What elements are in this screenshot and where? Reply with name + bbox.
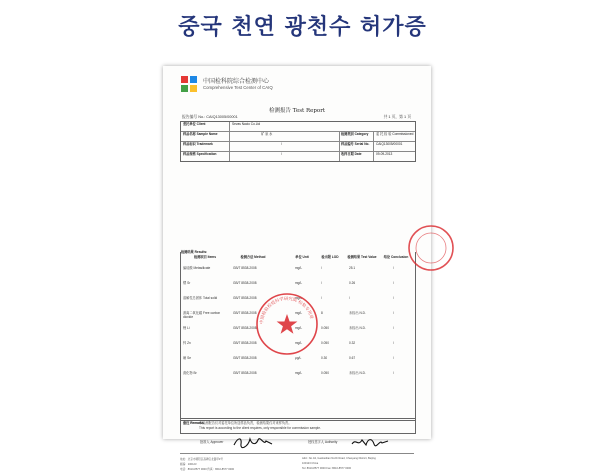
result-cell-conclusion: /	[393, 281, 394, 285]
footer-zip-cn: 邮编：100123	[180, 463, 197, 466]
result-cell-unit: mg/L	[295, 266, 303, 270]
org-name-cn: 中国检科院综合检测中心	[203, 78, 270, 85]
trademark-label: 样品标识 Trademark	[183, 142, 213, 146]
partial-stamp-edge	[407, 224, 455, 272]
results-header-method: 检测方法 Method	[240, 255, 266, 259]
result-cell-lod: 0.050	[321, 371, 329, 375]
page-title: 중국 천연 광천수 허가증	[178, 15, 427, 40]
date-value: 09-09-2013	[376, 152, 393, 156]
result-cell-name: 游离二氧化碳 Free carbon dioxide	[183, 311, 221, 320]
report-number: 报告编号 No.: CAIQ13005/00001	[182, 115, 238, 119]
result-cell-method: GB/T 8538-2008	[233, 356, 257, 360]
result-cell-value: 未检出 N.D.	[349, 326, 366, 330]
document-footer	[180, 453, 414, 471]
result-cell-lod: 0.30	[321, 356, 328, 360]
result-cell-lod: /	[321, 281, 322, 285]
org-name-en: Comprehensive Test Center of CAIQ	[203, 85, 273, 90]
result-cell-name: 溴化物 Br	[183, 371, 197, 375]
results-header-value: 检测结果 Test Value	[347, 255, 377, 259]
result-cell-conclusion: /	[393, 356, 394, 360]
result-cell-name: 偏硅酸 Metasilicate	[183, 266, 211, 270]
results-header-unit: 单位 Unit	[295, 255, 309, 259]
remarks-label: 备注 Remarks	[183, 421, 204, 425]
client-label: 委托单位 Client	[183, 122, 206, 126]
result-cell-unit: mg/L	[295, 326, 303, 330]
report-title: 检测报告 Test Report	[268, 108, 326, 114]
footer-address-en: Add.: No.A3, Gaobeidian North Road, Chaoyang District, Beijing	[302, 457, 376, 460]
results-header-name: 检测项目 Items	[194, 255, 216, 259]
serial-label: 样品编号 Serial No.	[341, 142, 370, 146]
info-row-trademark	[181, 142, 415, 152]
result-cell-conclusion: /	[393, 341, 394, 345]
result-cell-method: GB/T 8538-2008	[233, 266, 257, 270]
sample-name-value: 矿 泉 水	[261, 132, 273, 136]
spec-label: 样品规格 Specification	[183, 152, 217, 156]
page-count: 共 1 页，第 1 页	[383, 115, 411, 119]
result-cell-method: GB/T 8538-2008	[233, 371, 257, 375]
info-row-sample	[181, 132, 415, 142]
result-cell-name: 锶 Sr	[183, 281, 191, 285]
result-cell-lod: 0.050	[321, 341, 329, 345]
approver-signature	[232, 435, 274, 449]
result-cell-conclusion: /	[393, 311, 394, 315]
result-cell-value: /	[349, 296, 350, 300]
result-cell-lod: 8	[321, 311, 323, 315]
trademark-value: /	[281, 142, 282, 146]
sample-name-label: 样品名称 Sample Name	[183, 132, 218, 136]
results-header-conclusion: 结论 Conclusion	[383, 255, 409, 259]
results-section-label: 检测结果 Results:	[181, 250, 208, 254]
category-value: 委 托 检 验 Commissioned	[376, 132, 414, 136]
result-cell-unit: mg/L	[295, 371, 303, 375]
result-cell-name: 锂 Li	[183, 326, 190, 330]
result-cell-method: GB/T 8538-2008	[233, 311, 257, 315]
results-header-lod: 检出限 LOD	[321, 255, 339, 259]
footer-tel-cn: 电话：8610-8577 0000 传真：8610-8577 0000	[180, 468, 235, 471]
signature-area	[180, 435, 414, 449]
serial-value: CAIQ13005/00001	[376, 142, 403, 146]
result-cell-unit: mg/L	[295, 296, 303, 300]
result-cell-value: 0.26	[349, 281, 356, 285]
result-cell-conclusion: /	[393, 371, 394, 375]
result-cell-value: 0.32	[349, 341, 356, 345]
result-cell-unit: μg/L	[295, 356, 302, 360]
approver-label: 批准人 Approver	[200, 440, 224, 444]
result-cell-conclusion: /	[393, 266, 394, 270]
result-cell-lod: /	[321, 266, 322, 270]
date-label: 收样日期 Date	[341, 152, 362, 156]
sample-info-table	[180, 121, 416, 162]
result-cell-value: 0.67	[349, 356, 356, 360]
footer-zip-en: 100123 China	[302, 462, 319, 465]
result-cell-name: 硒 Se	[183, 356, 191, 360]
remarks-text-cn: 本检测报告仅对委托单位所送样品负责，检测结果仅对来样负责。	[199, 421, 292, 425]
caiq-logo-icon	[180, 75, 200, 95]
result-cell-conclusion: /	[393, 326, 394, 330]
certificate-document	[163, 66, 431, 471]
spec-value: /	[281, 152, 282, 156]
result-cell-unit: mg/L	[295, 311, 303, 315]
result-cell-method: GB/T 8538-2008	[233, 326, 257, 330]
official-red-stamp	[255, 292, 319, 356]
result-cell-name: 溶解性总固体 Total solid	[183, 296, 218, 300]
authority-label: 授权签字人 Authority	[308, 440, 338, 444]
result-cell-unit: mg/L	[295, 341, 303, 345]
footer-tel-en: Tel: 8610-8577 0000 Fax: 8610-8577 0000	[302, 467, 352, 470]
info-row-spec	[181, 152, 415, 161]
svg-text:中国检验检疫科学研究院 检验专用章: 中国检验检疫科学研究院 检验专用章	[259, 296, 314, 325]
result-cell-method: GB/T 8538-2008	[233, 341, 257, 345]
info-row-client	[181, 122, 415, 132]
footer-address-cn: 地址：北京市朝阳区高碑店北路甲3号	[180, 458, 223, 461]
category-label: 检测类别 Category	[341, 132, 369, 136]
authority-signature	[350, 435, 390, 449]
result-cell-value: 25.1	[349, 266, 356, 270]
remarks-box	[180, 418, 416, 434]
result-cell-conclusion: /	[393, 296, 394, 300]
result-cell-unit: mg/L	[295, 281, 303, 285]
result-cell-name: 锌 Zn	[183, 341, 191, 345]
client-value: Sevas Nacio Co.Ltd	[232, 122, 261, 126]
result-cell-lod: /	[321, 296, 322, 300]
remarks-text-en: This report is according to the client requires, only responsible for commission sample.	[199, 426, 321, 430]
result-cell-method: GB/T 8538-2008	[233, 281, 257, 285]
result-cell-value: 未检出 N.D.	[349, 311, 366, 315]
result-cell-value: 未检出 N.D.	[349, 371, 366, 375]
result-cell-method: GB/T 8538-2008	[233, 296, 257, 300]
result-cell-lod: 0.050	[321, 326, 329, 330]
